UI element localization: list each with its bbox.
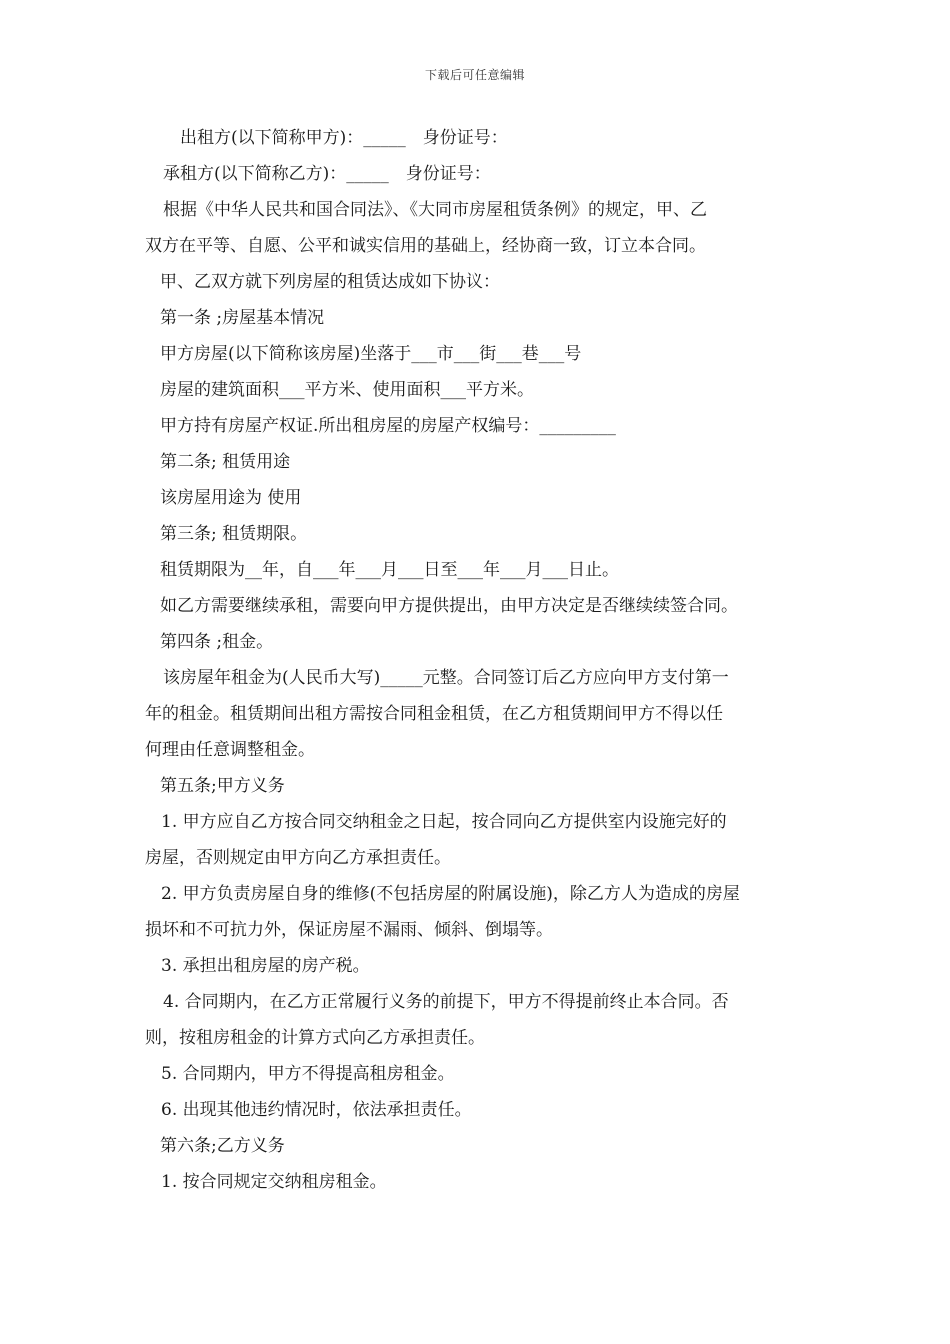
rent-line-2: 年的租金。租赁期间出租方需按合同租金租赁，在乙方租赁期间甲方不得以任 [145, 704, 723, 724]
article-3-heading: 第三条; 租赁期限。 [160, 524, 308, 544]
rent-line-1: 该房屋年租金为(人民币大写)_____元整。合同签订后乙方应向甲方支付第一 [163, 668, 729, 688]
property-area: 房屋的建筑面积___平方米、使用面积___平方米。 [160, 380, 534, 400]
landlord-duty-2-line-1: 2. 甲方负责房屋自身的维修(不包括房屋的附属设施)，除乙方人为造成的房屋 [161, 884, 740, 904]
landlord-duty-4-line-1: 4. 合同期内，在乙方正常履行义务的前提下，甲方不得提前终止本合同。否 [163, 992, 729, 1012]
landlord-duty-5: 5. 合同期内，甲方不得提高租房租金。 [161, 1064, 455, 1084]
contract-body [145, 120, 813, 1200]
preamble-line-1: 根据《中华人民共和国合同法》、《大同市房屋租赁条例》的规定，甲、乙 [163, 200, 707, 220]
article-4-heading: 第四条 ;租金。 [160, 632, 274, 652]
lease-renewal: 如乙方需要继续承租，需要向甲方提供提出，由甲方决定是否继续续签合同。 [160, 596, 738, 616]
property-location: 甲方房屋(以下简称该房屋)坐落于___市___街___巷___号 [160, 344, 582, 364]
header-note: 下载后可任意编辑 [424, 68, 525, 82]
preamble-line-2: 双方在平等、自愿、公平和诚实信用的基础上，经协商一致，订立本合同。 [145, 236, 706, 256]
tenant-duty-1: 1. 按合同规定交纳租房租金。 [161, 1172, 387, 1192]
article-5-heading: 第五条;甲方义务 [160, 776, 285, 796]
landlord-duty-1-line-1: 1. 甲方应自乙方按合同交纳租金之日起，按合同向乙方提供室内设施完好的 [161, 812, 727, 832]
agreement-intro: 甲、乙双方就下列房屋的租赁达成如下协议： [160, 272, 500, 292]
usage-line: 该房屋用途为 使用 [160, 488, 302, 508]
article-2-heading: 第二条; 租赁用途 [160, 452, 291, 472]
landlord-duty-4-line-2: 则，按租房租金的计算方式向乙方承担责任。 [145, 1028, 485, 1048]
property-certificate: 甲方持有房屋产权证.所出租房屋的房屋产权编号：_________ [160, 416, 616, 436]
rent-line-3: 何理由任意调整租金。 [145, 740, 315, 760]
article-1-heading: 第一条 ;房屋基本情况 [160, 308, 325, 328]
tenant-line: 承租方(以下简称乙方)：_____ 身份证号： [163, 164, 491, 184]
lease-term: 租赁期限为__年，自___年___月___日至___年___月___日止。 [160, 560, 619, 580]
landlord-duty-1-line-2: 房屋，否则规定由甲方向乙方承担责任。 [145, 848, 451, 868]
landlord-duty-3: 3. 承担出租房屋的房产税。 [161, 956, 370, 976]
landlord-duty-2-line-2: 损坏和不可抗力外，保证房屋不漏雨、倾斜、倒塌等。 [145, 920, 553, 940]
landlord-line: 出租方(以下简称甲方)：_____ 身份证号： [180, 128, 508, 148]
landlord-duty-6: 6. 出现其他违约情况时，依法承担责任。 [161, 1100, 472, 1120]
article-6-heading: 第六条;乙方义务 [160, 1136, 285, 1156]
